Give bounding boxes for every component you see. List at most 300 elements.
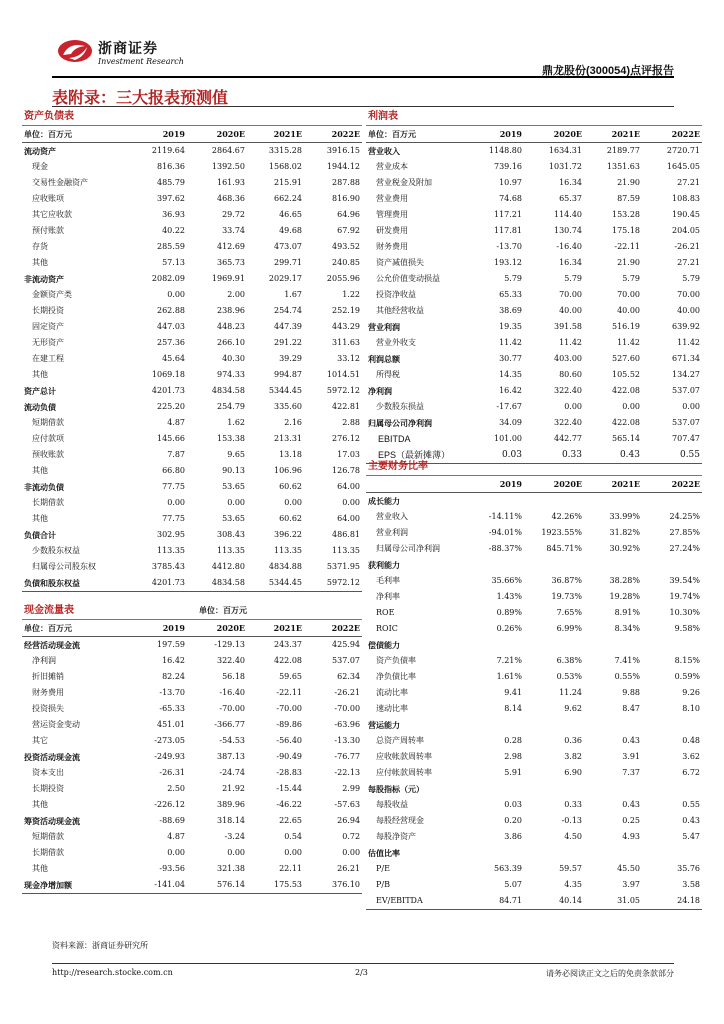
cell-value: -70.00	[219, 704, 245, 713]
table-row	[22, 463, 362, 479]
row-label: 负债和股东权益	[22, 575, 132, 592]
cell-value: 3916.15	[326, 146, 361, 155]
table-row	[366, 829, 702, 845]
cell-value: 335.60	[274, 402, 302, 411]
table-row	[22, 399, 362, 415]
row-label: 其他经营收益	[376, 306, 424, 315]
table-row	[22, 653, 362, 669]
row-label: 每股指标（元）	[368, 784, 424, 794]
cell-value: 10.30%	[669, 608, 701, 617]
table-row	[22, 223, 362, 239]
cell-value: 45.50	[617, 864, 640, 873]
table-row	[366, 525, 702, 541]
cell-value: -141.04	[132, 877, 187, 894]
cell-value: 845.71%	[546, 544, 582, 553]
row-label: 净利润	[368, 386, 392, 396]
row-label: ROE	[376, 608, 395, 617]
cell-value	[468, 557, 524, 573]
table-row	[366, 493, 702, 510]
cell-value: 2119.64	[151, 146, 185, 155]
cell-value: 365.73	[217, 258, 245, 267]
cell-value: 101.00	[494, 434, 522, 443]
table-row	[366, 605, 702, 621]
row-label: 其他	[32, 800, 48, 809]
cell-value: 311.63	[332, 338, 361, 347]
cell-value: 53.65	[222, 482, 245, 491]
cell-value: 6.72	[682, 768, 701, 777]
cell-value: 33.99%	[609, 512, 640, 521]
cell-value: 0.43	[622, 800, 640, 809]
cell-value: 42.26%	[551, 512, 582, 521]
cell-value: 24.18	[642, 893, 702, 910]
table-row	[22, 511, 362, 527]
cell-value: 113.35	[274, 546, 302, 555]
table-row	[22, 431, 362, 447]
cell-value: 80.60	[559, 370, 582, 379]
table-row	[22, 813, 362, 829]
cell-value: 0.00	[167, 498, 185, 507]
table-row	[366, 541, 702, 557]
cell-value: 0.00	[227, 848, 245, 857]
cell-value: 448.23	[217, 322, 245, 331]
cell-value: 3.58	[682, 880, 701, 889]
cell-value: 11.42	[559, 338, 582, 347]
cell-value: 7.87	[167, 450, 185, 459]
row-label: 短期借款	[32, 418, 64, 427]
cell-value: -56.40	[276, 736, 302, 745]
cell-value: 65.37	[559, 194, 582, 203]
cell-value: 40.14	[524, 893, 584, 910]
cell-value: 262.88	[157, 306, 185, 315]
table-row	[22, 543, 362, 559]
cell-value: -16.40	[556, 242, 582, 251]
cell-value: 527.60	[612, 354, 640, 363]
table-row	[366, 781, 702, 797]
year-header: 2019	[468, 126, 524, 143]
table-row	[22, 749, 362, 765]
page-number: 2/3	[355, 968, 368, 977]
cell-value: 0.43	[682, 816, 701, 825]
cell-value: 0.20	[504, 816, 522, 825]
table-row	[366, 717, 702, 733]
cell-value: 397.62	[157, 194, 185, 203]
cell-value: 4834.58	[211, 386, 245, 395]
row-label: 其他	[32, 466, 48, 475]
cell-value: 62.34	[337, 672, 361, 681]
cell-value: 252.19	[332, 306, 361, 315]
table-row	[22, 717, 362, 733]
cell-value	[642, 637, 702, 653]
table-row	[22, 861, 362, 877]
cell-value: 36.87%	[551, 576, 582, 585]
cell-value: 0.00	[622, 402, 640, 411]
cell-value: 5.79	[504, 274, 522, 283]
row-label: EV/EBITDA	[366, 893, 468, 910]
cell-value: 26.94	[337, 816, 361, 825]
cell-value	[642, 493, 702, 510]
table-row	[366, 877, 702, 893]
cell-value: 126.78	[332, 466, 361, 475]
cell-value: 10.97	[499, 178, 522, 187]
cell-value: 59.57	[559, 864, 582, 873]
cell-value: 322.40	[554, 418, 582, 427]
cell-value: 74.68	[499, 194, 522, 203]
table-row	[22, 701, 362, 717]
cell-value: 19.35	[499, 322, 522, 331]
cell-value: 2055.96	[326, 274, 361, 283]
table-row	[22, 685, 362, 701]
table-row	[366, 415, 702, 431]
table-row	[22, 351, 362, 367]
cell-value: 21.90	[617, 178, 640, 187]
cell-value: 9.58%	[674, 624, 701, 633]
cell-value: 5.07	[504, 880, 522, 889]
cell-value: 64.96	[337, 210, 361, 219]
cell-value: -26.21	[334, 688, 361, 697]
cell-value: 17.03	[337, 450, 361, 459]
cell-value: 38.69	[499, 306, 522, 315]
cell-value: -17.67	[496, 402, 522, 411]
cell-value: 22.11	[279, 864, 302, 873]
cell-value: 2.16	[284, 418, 302, 427]
table-row	[22, 367, 362, 383]
cell-value: 9.62	[564, 704, 582, 713]
cell-value: 0.00	[342, 848, 361, 857]
cell-value: 24.25%	[669, 512, 701, 521]
cell-value: 67.92	[337, 226, 361, 235]
cell-value: 31.82%	[609, 528, 640, 537]
cell-value	[584, 637, 642, 653]
cell-value: 4412.80	[211, 562, 245, 571]
cell-value: 4.50	[564, 832, 582, 841]
cell-value: 90.13	[222, 466, 245, 475]
cell-value: 2189.77	[606, 146, 640, 155]
cell-value: 1.22	[342, 290, 361, 299]
table-row	[22, 287, 362, 303]
cell-value	[584, 557, 642, 573]
cell-value: 322.40	[554, 386, 582, 395]
cell-value: 0.00	[342, 498, 361, 507]
source-note: 资料来源：浙商证券研究所	[52, 941, 148, 950]
row-label: 营业成本	[376, 162, 408, 171]
cell-value: 0.26%	[496, 624, 522, 633]
cell-value: -26.21	[674, 242, 701, 251]
cell-value: 1969.91	[211, 274, 245, 283]
cell-value: 53.65	[222, 514, 245, 523]
year-header: 2022E	[304, 126, 362, 143]
cell-value: 1645.05	[666, 162, 701, 171]
cell-value: 117.81	[494, 226, 522, 235]
cell-value: 6.99%	[556, 624, 582, 633]
row-label: 每股经营现金	[376, 816, 424, 825]
cell-value: 1014.51	[326, 370, 361, 379]
cell-value: 8.91%	[614, 608, 640, 617]
cell-value: 134.27	[672, 370, 701, 379]
table-row	[366, 143, 702, 160]
cell-value: 87.59	[617, 194, 640, 203]
row-label: 获利能力	[368, 560, 400, 570]
cell-value: 64.00	[337, 514, 361, 523]
cell-value: 1634.31	[548, 146, 582, 155]
cell-value: 816.90	[332, 194, 361, 203]
cell-value: 9.88	[622, 688, 640, 697]
cell-value: 0.00	[167, 848, 185, 857]
cell-value: 35.76	[677, 864, 701, 873]
cell-value: 563.39	[494, 864, 522, 873]
cell-value: 318.14	[217, 816, 245, 825]
cell-value: 5344.45	[268, 386, 302, 395]
cell-value: 5.79	[564, 274, 582, 283]
cell-value: 35.66%	[491, 576, 522, 585]
row-label: 投资活动现金流	[24, 752, 80, 762]
row-label: 归属母公司股东权	[32, 562, 96, 571]
cell-value: 22.65	[279, 816, 302, 825]
cell-value: 2864.67	[211, 146, 245, 155]
table-row	[22, 175, 362, 191]
cell-value	[642, 781, 702, 797]
cell-value: 8.47	[622, 704, 640, 713]
row-label: 投资损失	[32, 704, 64, 713]
cell-value	[642, 717, 702, 733]
cell-value: -13.30	[334, 736, 361, 745]
table-row	[366, 239, 702, 255]
cash-flow-title: 现金流量表	[22, 603, 187, 620]
row-label: 资本支出	[32, 768, 64, 777]
row-label: 长期投资	[32, 306, 64, 315]
table-row	[22, 829, 362, 845]
row-label: 其它	[32, 736, 48, 745]
cell-value: 0.28	[504, 736, 522, 745]
cell-value: 396.22	[274, 530, 302, 539]
cell-value: 40.30	[222, 354, 245, 363]
row-label: 流动负债	[24, 402, 56, 412]
cell-value: 238.96	[217, 306, 245, 315]
row-label: 资产负债率	[376, 656, 416, 665]
cell-value: 1031.72	[548, 162, 582, 171]
cell-value: 287.88	[332, 178, 361, 187]
table-row	[366, 367, 702, 383]
cell-value: 2720.71	[666, 146, 701, 155]
cell-value: 0.33	[524, 447, 584, 464]
row-label: 流动资产	[24, 146, 56, 156]
cell-value: -26.31	[159, 768, 185, 777]
cell-value: 493.52	[332, 242, 361, 251]
cell-value: 60.62	[279, 482, 302, 491]
balance-sheet-table	[22, 109, 362, 592]
cell-value: 27.85%	[669, 528, 701, 537]
ratios-header-blank	[366, 476, 468, 493]
cell-value: 0.43	[622, 736, 640, 745]
table-row	[366, 845, 702, 861]
cell-value: 1568.02	[268, 162, 302, 171]
table-row	[22, 637, 362, 654]
table-row	[22, 877, 362, 894]
cell-value: 2.50	[167, 784, 185, 793]
cell-value: 82.24	[162, 672, 185, 681]
row-label: 财务费用	[376, 242, 408, 251]
table-row	[366, 191, 702, 207]
cell-value	[524, 637, 584, 653]
row-label: 预付账款	[32, 226, 64, 235]
cell-value: 4201.73	[151, 386, 185, 395]
table-row	[366, 223, 702, 239]
cell-value: 77.75	[162, 482, 185, 491]
cell-value: 302.95	[157, 530, 185, 539]
row-label: 净利润	[32, 656, 56, 665]
cell-value: 0.03	[468, 447, 524, 464]
cell-value: 11.24	[559, 688, 582, 697]
table-row	[22, 143, 362, 160]
row-label: 营业收入	[376, 512, 408, 521]
footer-disclaimer: 请务必阅读正文之后的免责条款部分	[546, 969, 674, 978]
cell-value: 59.65	[279, 672, 302, 681]
cell-value: 0.00	[284, 498, 302, 507]
cell-value: 11.42	[617, 338, 640, 347]
cell-value: 21.92	[222, 784, 245, 793]
cell-value: -249.93	[154, 752, 185, 761]
year-header: 2021E	[247, 620, 304, 637]
row-label: 估值比率	[368, 848, 400, 858]
cell-value: 113.35	[217, 546, 245, 555]
cell-value: 425.94	[332, 640, 361, 649]
table-row	[22, 271, 362, 287]
table-row	[366, 509, 702, 525]
cell-value: 4.35	[564, 880, 582, 889]
cell-value: 254.74	[274, 306, 302, 315]
cell-value: 322.40	[217, 656, 245, 665]
year-header: 2021E	[584, 126, 642, 143]
cell-value: 29.72	[222, 210, 245, 219]
cell-value: 40.00	[677, 306, 701, 315]
cell-value: 27.21	[677, 178, 701, 187]
cell-value: 4834.88	[268, 562, 302, 571]
cell-value: 739.16	[494, 162, 522, 171]
cell-value: 30.77	[499, 354, 522, 363]
row-label: 非流动资产	[24, 274, 64, 284]
table-row	[22, 765, 362, 781]
row-label: 流动比率	[376, 688, 408, 697]
row-label: 无形资产	[32, 338, 64, 347]
cell-value: 19.28%	[609, 592, 640, 601]
row-label: 应收账项	[32, 194, 64, 203]
header-rule	[52, 76, 674, 78]
cell-value: 105.52	[612, 370, 640, 379]
table-row	[22, 479, 362, 495]
table-row	[22, 575, 362, 592]
zheshang-logo-icon	[55, 38, 95, 64]
cell-value: 468.36	[217, 194, 245, 203]
cell-value: 391.58	[554, 322, 582, 331]
cell-value: 11.42	[499, 338, 522, 347]
table-row	[366, 319, 702, 335]
cell-value: -14.11%	[488, 512, 522, 521]
table-row	[22, 781, 362, 797]
cell-value: -46.22	[276, 800, 302, 809]
cell-value: 2082.09	[151, 274, 185, 283]
table-row	[366, 621, 702, 637]
cell-value: 2.99	[342, 784, 361, 793]
cell-value: 5972.12	[304, 575, 362, 592]
ratios-title: 主要财务比率	[366, 459, 702, 476]
cell-value: 447.39	[274, 322, 302, 331]
cell-value: 70.00	[559, 290, 582, 299]
cell-value: -88.37%	[488, 544, 522, 553]
row-label: 所得税	[376, 370, 400, 379]
table-row	[22, 733, 362, 749]
row-label: 负债合计	[24, 530, 56, 540]
cell-value: 64.00	[337, 482, 361, 491]
row-label: 现金	[32, 162, 48, 171]
cell-value	[468, 637, 524, 653]
cell-value: 243.37	[274, 640, 302, 649]
row-label: 应付帐款周转率	[376, 768, 432, 777]
cell-value: 6.38%	[556, 656, 582, 665]
row-label: 归属母公司净利润	[368, 418, 432, 428]
cell-value: 422.81	[332, 402, 361, 411]
table-row	[366, 557, 702, 573]
year-header: 2020E	[187, 620, 247, 637]
cell-value	[468, 845, 524, 861]
row-label: 长期借款	[32, 848, 64, 857]
cell-value: -129.13	[214, 640, 245, 649]
table-row	[366, 797, 702, 813]
cell-value: 308.43	[217, 530, 245, 539]
cell-value: 7.37	[622, 768, 640, 777]
cell-value: 7.21%	[496, 656, 522, 665]
cell-value: 56.18	[222, 672, 245, 681]
cell-value: 36.93	[162, 210, 185, 219]
cell-value: 8.15%	[674, 656, 701, 665]
cell-value: 1.43%	[496, 592, 522, 601]
year-header: 2022E	[304, 620, 362, 637]
cell-value: 422.08	[274, 656, 302, 665]
cell-value: 70.00	[617, 290, 640, 299]
cell-value: 1351.63	[606, 162, 640, 171]
cell-value: 175.18	[612, 226, 640, 235]
cell-value: 671.34	[672, 354, 701, 363]
cell-value: 11.42	[677, 338, 701, 347]
cell-value: 0.48	[682, 736, 701, 745]
cell-value: 0.00	[284, 848, 302, 857]
cell-value: -57.63	[334, 800, 361, 809]
cell-value: -88.69	[159, 816, 185, 825]
table-row	[366, 893, 702, 910]
row-label: P/B	[376, 880, 390, 889]
cell-value: 8.34%	[614, 624, 640, 633]
row-label: 营业利润	[376, 528, 408, 537]
cell-value: -65.33	[159, 704, 185, 713]
cell-value: 117.21	[494, 210, 522, 219]
cell-value: 70.00	[677, 290, 701, 299]
table-row	[22, 159, 362, 175]
row-label: 速动比率	[376, 704, 408, 713]
year-header: 2020E	[524, 476, 584, 493]
cell-value: 4.93	[622, 832, 640, 841]
cell-value: 662.24	[274, 194, 302, 203]
cell-value: 40.00	[617, 306, 640, 315]
table-row	[366, 351, 702, 367]
cell-value: 4.87	[167, 418, 185, 427]
table-row	[366, 175, 702, 191]
cell-value: 0.00	[682, 402, 701, 411]
cell-value: 13.18	[279, 450, 302, 459]
cell-value: 576.14	[187, 877, 247, 894]
cell-value: -94.01%	[488, 528, 522, 537]
cell-value: 145.66	[157, 434, 185, 443]
year-header: 2022E	[642, 476, 702, 493]
row-label: 折旧摊销	[32, 672, 64, 681]
cell-value: 403.00	[554, 354, 582, 363]
